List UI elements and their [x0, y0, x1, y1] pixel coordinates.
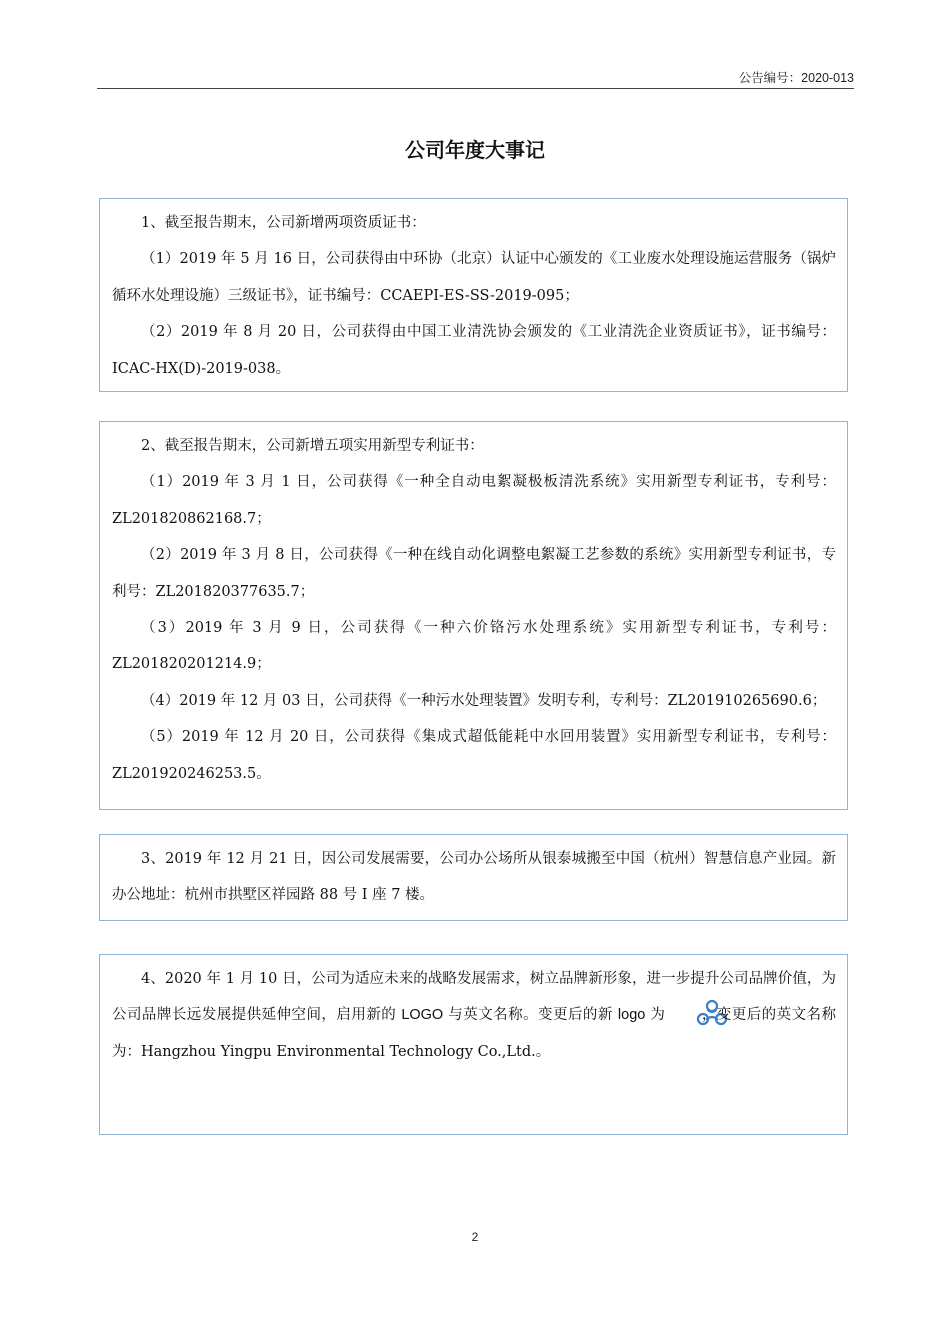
- section-text: [112, 961, 836, 1070]
- list-item: （4）2019 年 12 月 03 日，公司获得《一种污水处理装置》发明专利，专利号：ZL201910265690.6；: [141, 692, 827, 709]
- office-relocation-section: [99, 834, 848, 921]
- list-item: （5）2019 年 12 月 20 日，公司获得《集成式超低能耗中水回用装置》实用新型专利证书，专利号：ZL201920246253.5。: [112, 729, 836, 782]
- section-text: 3、2019 年 12 月 21 日，因公司发展需要，公司办公场所从银泰城搬至中国（杭州）智慧信息产业园。新办公地址：杭州市拱墅区祥园路 88 号 I 座 7 楼。: [112, 851, 836, 904]
- page-header: [97, 70, 854, 89]
- announcement-number: 公告编号：2020-013: [738, 71, 854, 85]
- brand-update-section: [99, 954, 848, 1135]
- section-intro: 1、截至报告期末，公司新增两项资质证书：: [141, 215, 426, 231]
- brand-text-part2: 与英文名称。变更后的新: [443, 1007, 618, 1024]
- section-intro: 2、截至报告期末，公司新增五项实用新型专利证书：: [141, 438, 484, 454]
- list-item: （2）2019 年 8 月 20 日，公司获得由中国工业清洗协会颁发的《工业清洗企业资质证书》，证书编号：ICAC-HX(D)-2019-038。: [112, 324, 836, 377]
- page-number: 2: [471, 1230, 479, 1244]
- list-item: （1）2019 年 5 月 16 日，公司获得由中环协（北京）认证中心颁发的《工业废水处理设施运营服务（锅炉循环水处理设施）三级证书》，证书编号：CCAEPI-ES-SS-2019-095；: [112, 251, 836, 304]
- page-title: 公司年度大事记: [405, 138, 545, 162]
- list-item: （1）2019 年 3 月 1 日，公司获得《一种全自动电絮凝极板清洗系统》实用新型专利证书，专利号：ZL201820862168.7；: [112, 474, 836, 527]
- brand-text-part4: ，变更后的英文名称为：: [112, 1007, 837, 1060]
- logo-word-lower: logo: [617, 1007, 646, 1024]
- brand-text-end: 。: [535, 1043, 551, 1060]
- brand-text-part3: 为: [645, 1007, 666, 1024]
- english-company-name: Hangzhou Yingpu Environmental Technology Co.,Ltd.: [141, 1043, 536, 1060]
- logo-word: LOGO: [401, 1007, 444, 1024]
- list-item: （2）2019 年 3 月 8 日，公司获得《一种在线自动化调整电絮凝工艺参数的系统》实用新型专利证书，专利号：ZL201820377635.7；: [112, 547, 836, 600]
- qualification-certificates-section: [99, 198, 848, 392]
- yingpu-logo-icon: [665, 998, 701, 1028]
- patent-certificates-section: [99, 421, 848, 810]
- list-item: （3）2019 年 3 月 9 日，公司获得《一种六价铬污水处理系统》实用新型专利证书，专利号：ZL201820201214.9；: [112, 620, 836, 673]
- brand-text-part1: 4、2020 年 1 月 10 日，公司为适应未来的战略发展需求，树立品牌新形象，进一步提升公司品牌价值，为公司品牌长远发展提供延伸空间，启用新的: [112, 971, 836, 1024]
